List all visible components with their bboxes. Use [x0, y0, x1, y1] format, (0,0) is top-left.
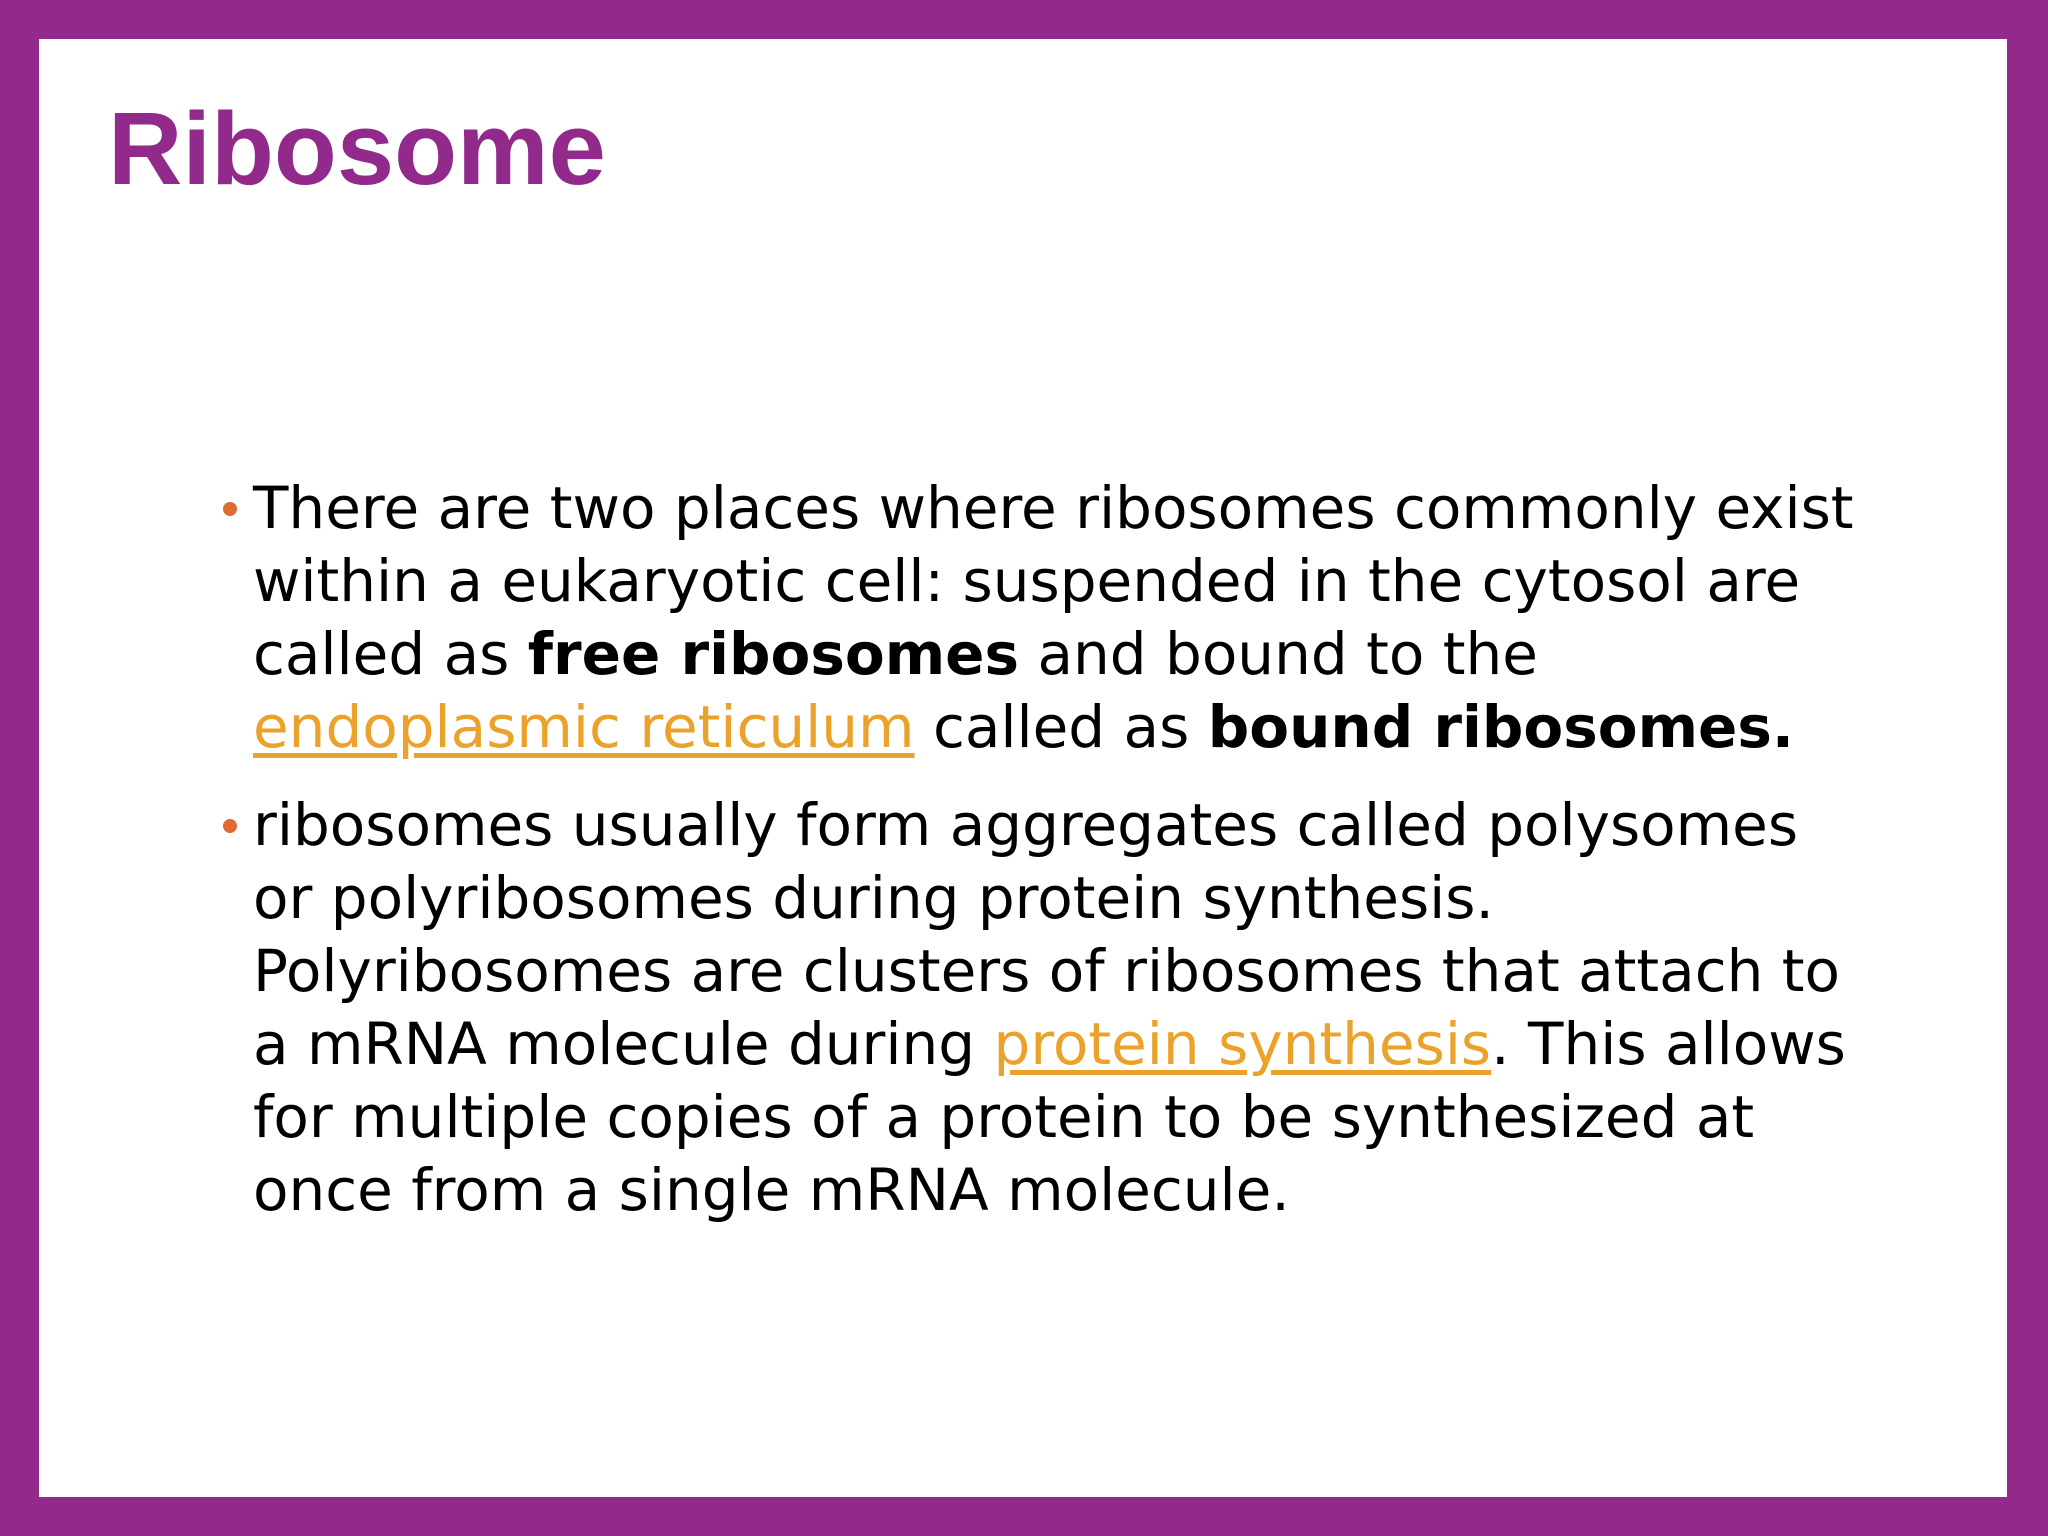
- bullet-item-ribosome-locations: [219, 472, 1859, 764]
- text-segment: and bound to the: [1019, 620, 1538, 688]
- bullet-text: [253, 789, 1859, 1227]
- slide-title: Ribosome: [108, 91, 606, 206]
- link-endoplasmic-reticulum[interactable]: endoplasmic reticulum: [253, 693, 915, 761]
- bullet-item-polysomes: [219, 789, 1859, 1227]
- bullet-text: [253, 472, 1859, 764]
- text-segment: called as: [914, 693, 1208, 761]
- bullet-dot-icon: [223, 819, 237, 833]
- text-segment: ribosomes usually form aggregates called polysomes or polyribosomes during protein synthesis. Polyribosomes are clusters of ribosomes that attach to a mRNA molecule during: [253, 791, 1841, 1078]
- link-protein-synthesis[interactable]: protein synthesis: [993, 1010, 1492, 1078]
- text-segment: There are two places where ribosomes commonly exist within a eukaryotic cell: suspended in the cytosol are called as: [253, 474, 1854, 688]
- bullet-dot-icon: [223, 502, 237, 516]
- bullet-list: [219, 472, 1859, 1252]
- bold-term-bound-ribosomes: bound ribosomes.: [1207, 693, 1794, 761]
- bold-term-free-ribosomes: free ribosomes: [527, 620, 1020, 688]
- text-segment: . This allows for multiple copies of a protein to be synthesized at once from a single mRNA molecule.: [253, 1010, 1846, 1224]
- slide: [39, 39, 2007, 1497]
